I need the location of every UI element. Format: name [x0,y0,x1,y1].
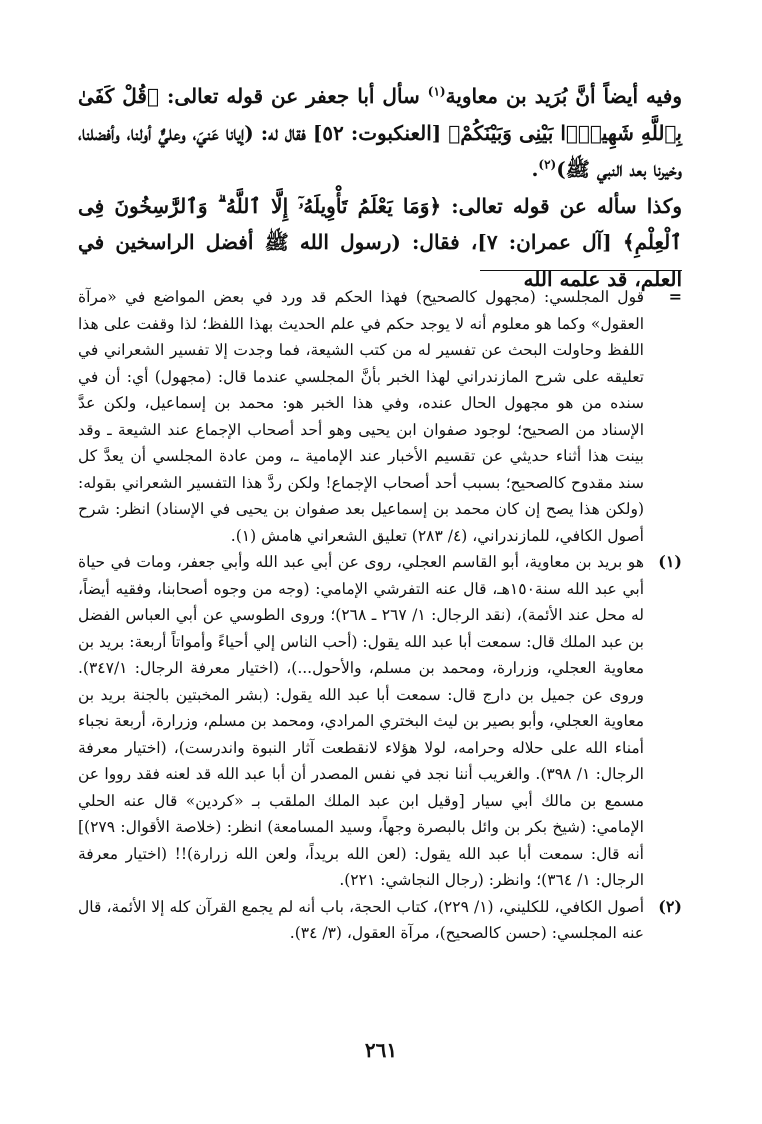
para1-end: . [531,157,539,181]
main-text [78,78,682,297]
footnote-ref-2: (٢) [538,157,557,172]
footnote-2 [78,894,682,947]
footnote-text: أصول الكافي، للكليني، (١/ ٢٢٩)، كتاب الحجة، باب أنه لم يجمع القرآن كله إلا الأئمة، قال عنه المجلسي: (حسن كالصحيح)، مرآة العقول، (٣/ ٣٤). [78,897,644,942]
footnote-continuation [78,284,682,549]
footnote-ref-1: (١) [427,84,446,99]
quran-verse-1: ﴿قُلْ كَفَىٰ بِٱللَّهِ شَهِيدًۢا بَيْنِى وَبَيْنَكُمْ﴾ [78,84,682,145]
paragraph-1 [78,78,682,188]
footnote-1 [78,549,682,894]
para1-text-3: [العنكبوت: ٥٢] فقال له: (إيانا عَنيَ، وعليٌّ أولنا، وأفضلنا، وخيرنا بعد النبي ﷺ) [78,120,682,181]
footnote-separator [480,270,682,271]
paragraph-2 [78,188,682,298]
footnote-text: هو بريد بن معاوية، أبو القاسم العجلي، روى عن أبي عبد الله وأبي جعفر، ومات في حياة أبي عبد الله سنة١٥٠هـ، قال عنه التفرشي الإمامي: (وجه من وجوه أصحابنا، وفقيه أيضاً، له محل عند الأئمة)، (نقد الرجال: ١/ ٢٦٧ ـ ٢٦٨)؛ وروى الطوسي عن أبي العباس الفضل بن عبد الملك قال: سمعت أبا عبد الله يقول: (أحب الناس إلي أحياءً وأمواتاً أربعة: بريد بن معاوية العجلي، وزرارة، ومحمد بن مسلم، والأحول...)، (اختيار معرفة الرجال: ٣٤٧/١). وروى عن جميل بن دارج قال: سمعت أبا عبد الله يقول: (بشر المخبتين بالجنة بريد بن معاوية العجلي، وأبو بصير بن ليث البختري المرادي، ومحمد بن مسلم، وزرارة، أربعة نجباء أمناء الله على حلاله وحرامه، لولا هؤلاء لانقطعت آثار النبوة واندرست)، (اختيار معرفة الرجال: ١/ ٣٩٨). والغريب أننا نجد في نفس المصدر أن أبا عبد الله قد لعنه فقد رووا عن مسمع بن مالك أبي سيار [وقيل ابن عبد الملك الملقب بـ «كردين» قال عنه الحلي الإمامي: (شيخ بكر بن وائل بالبصرة وجهاً، وسيد المسامعة) انظر: (خلاصة الأقوال: ٢٧٩)] أنه قال: سمعت أبا عبد الله يقول: (لعن الله بريداً، ولعن الله زرارة)!! (اختيار معرفة الرجال: ١/ ٣٦٤)؛ وانظر: (رجال النجاشي: ٢٢١). [78,553,644,889]
footnote-text: قول المجلسي: (مجهول كالصحيح) فهذا الحكم قد ورد في بعض المواضع في «مرآة العقول» وكما هو معلوم أنه لا يوجد حكم في علم الحديث بهذا اللفظ؛ لذا وقفت على هذا اللفظ وحاولت البحث عن تفسير له من كتب الشيعة، فما وجدت إلا تفسير الشعراني في تعليقه على شرح المازندراني لهذا الخبر بأنَّ المجلسي عندما قال: (مجهول) أي: أن في سنده من هو مجهول الحال عنده، وفي هذا الخبر هو: محمد بن إسماعيل، ولكن عدَّ الإسناد من الصحيح؛ لوجود صفوان ابن يحيى وهو أحد أصحاب الإجماع عند الشيعة ـ وقد بينت هذا أثناء حديثي عن تقسيم الأخبار عند الإمامية ـ، ومن عادة المجلسي أن يعدَّ كل سند مقدوح كالصحيح؛ بسبب أحد أصحاب الإجماع! ولكن ردَّ هذا التفسير الشعراني بقوله: (ولكن هذا يصح إن كان محمد بن إسماعيل بعد صفوان بن يحيى في الإسناد) انظر: شرح أصول الكافي، للمازندراني، (٤/ ٢٨٣) تعليق الشعراني هامش (١). [78,288,644,545]
footnote-marker: (١) [658,552,682,571]
quran-verse-2: ﴿وَمَا يَعْلَمُ تَأْوِيلَهُۥٓ إِلَّا ٱللَّهُ ۗ وَٱلرَّٰسِخُونَ فِى ٱلْعِلْمِ﴾ [78,193,682,254]
para1-text: وفيه أيضاً أنَّ بُرَيد بن معاوية [445,84,683,108]
page-number: ٢٦١ [364,1038,398,1062]
footnote-marker: (٢) [658,896,682,916]
footnotes [78,284,682,947]
footnote-marker: = [668,287,682,306]
para1-text-2: سأل أبا جعفر عن قوله تعالى: [158,84,428,108]
para2-text-2: [آل عمران: ٧]، فقال: (رسول الله ﷺ أفضل الراسخين في العلم، قد علمه الله [78,230,682,291]
para2-text: وكذا سأله عن قوله تعالى: [441,193,682,218]
